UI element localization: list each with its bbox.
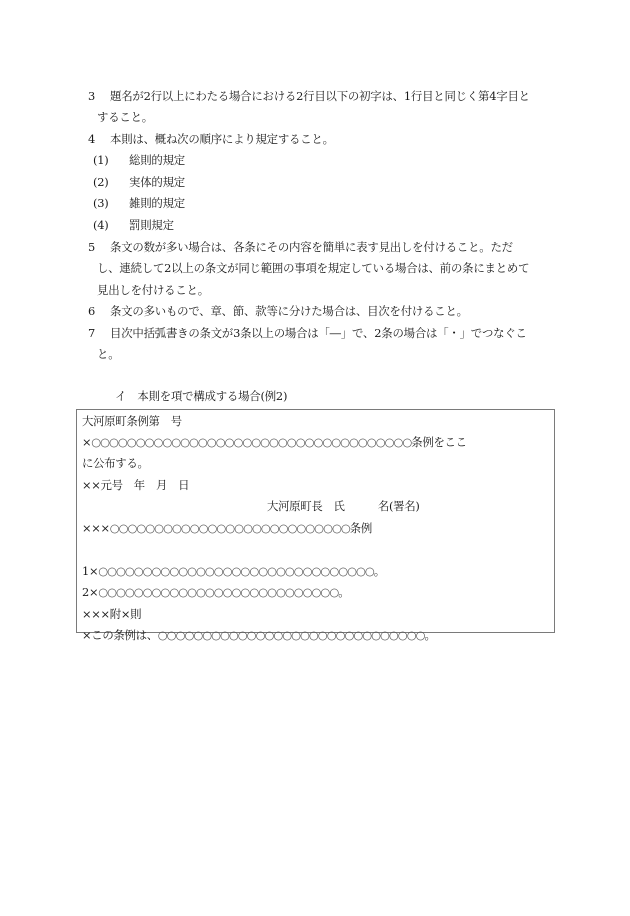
rule-number: 5	[88, 240, 96, 254]
rule-text: 条文の多いもので、章、節、款等に分けた場合は、目次を付けること。	[110, 304, 468, 318]
order-item-label: 雑則的規定	[129, 196, 185, 210]
order-item-2	[93, 174, 185, 190]
rule-6-line-1	[88, 303, 468, 319]
order-item-4	[93, 217, 174, 233]
order-item-1	[93, 152, 185, 168]
indent-marker: ×××	[82, 521, 110, 535]
order-item-3	[93, 195, 185, 211]
rule-3-line-1	[88, 88, 530, 104]
rule-5-line-3	[97, 282, 209, 298]
rule-text: 目次中括弧書きの条文が3条以上の場合は「―」で、2条の場合は「・」でつなぐこ	[110, 326, 527, 340]
rule-3-line-2	[97, 109, 153, 125]
rule-5-line-1	[88, 239, 513, 255]
paragraph-1	[82, 563, 385, 579]
paragraph-number: 2×	[82, 585, 99, 599]
order-item-number: (1)	[93, 153, 109, 167]
ordinance-name-line	[82, 520, 372, 536]
supplementary-provision	[82, 627, 436, 643]
supplementary-heading: ×××附×則	[82, 607, 142, 621]
order-item-number: (4)	[93, 218, 109, 232]
order-item-label: 総則的規定	[129, 153, 185, 167]
paragraph-2	[82, 584, 349, 600]
date-line: ××元号 年 月 日	[82, 478, 190, 492]
rule-number: 3	[88, 89, 96, 103]
rule-text: 見出しを付けること。	[97, 283, 209, 297]
order-item-number: (2)	[93, 175, 109, 189]
example-ordinance-box	[76, 409, 555, 642]
period: 。	[338, 585, 350, 599]
promulgation-line-1	[82, 434, 467, 450]
placeholder-circles: ○○○○○○○○○○○○○○○○○○○○○○○○○○○○○○	[157, 628, 425, 642]
rule-text: 題名が2行以上にわたる場合における2行目以下の初字は、1行目と同じく第4字目と	[110, 89, 530, 103]
example-heading: イ 本則を項で構成する場合(例2)	[115, 389, 288, 403]
placeholder-circles: ○○○○○○○○○○○○○○○○○○○○○○○○○○○	[98, 585, 339, 599]
order-item-label: 実体的規定	[129, 175, 185, 189]
ordinance-suffix: 条例	[349, 521, 372, 535]
ordinance-number-title: 大河原町条例第 号	[82, 414, 182, 428]
rule-4-line-1	[88, 131, 334, 147]
placeholder-circles: ○○○○○○○○○○○○○○○○○○○○○○○○○○○	[109, 521, 350, 535]
rule-7-line-1	[88, 325, 527, 341]
period: 。	[373, 564, 385, 578]
rule-number: 4	[88, 132, 96, 146]
promulgation-line-2: に公布する。	[82, 456, 149, 470]
rule-number: 7	[88, 326, 96, 340]
rule-7-line-2	[97, 346, 119, 362]
order-item-label: 罰則規定	[129, 218, 174, 232]
indent-marker: ×	[82, 435, 92, 449]
placeholder-circles: ○○○○○○○○○○○○○○○○○○○○○○○○○○○○○○○○○○○○	[91, 435, 412, 449]
rule-5-line-2	[97, 260, 529, 276]
period: 。	[424, 628, 436, 642]
rule-text: し、連続して2以上の条文が同じ範囲の事項を規定している場合は、前の条にまとめて	[97, 261, 530, 275]
rule-number: 6	[88, 304, 96, 318]
paragraph-number: 1×	[82, 564, 99, 578]
rule-text: と。	[97, 347, 120, 361]
order-item-number: (3)	[93, 196, 109, 210]
signature-line: 大河原町長 氏 名(署名)	[267, 499, 420, 513]
rule-text: すること。	[97, 110, 153, 124]
promulgation-text: 条例をここ	[411, 435, 467, 449]
supplementary-text: ×この条例は、	[82, 628, 158, 642]
placeholder-circles: ○○○○○○○○○○○○○○○○○○○○○○○○○○○○○○○	[98, 564, 374, 578]
rule-text: 条文の数が多い場合は、各条にその内容を簡単に表す見出しを付けること。ただ	[110, 240, 513, 254]
rule-text: 本則は、概ね次の順序により規定すること。	[110, 132, 334, 146]
